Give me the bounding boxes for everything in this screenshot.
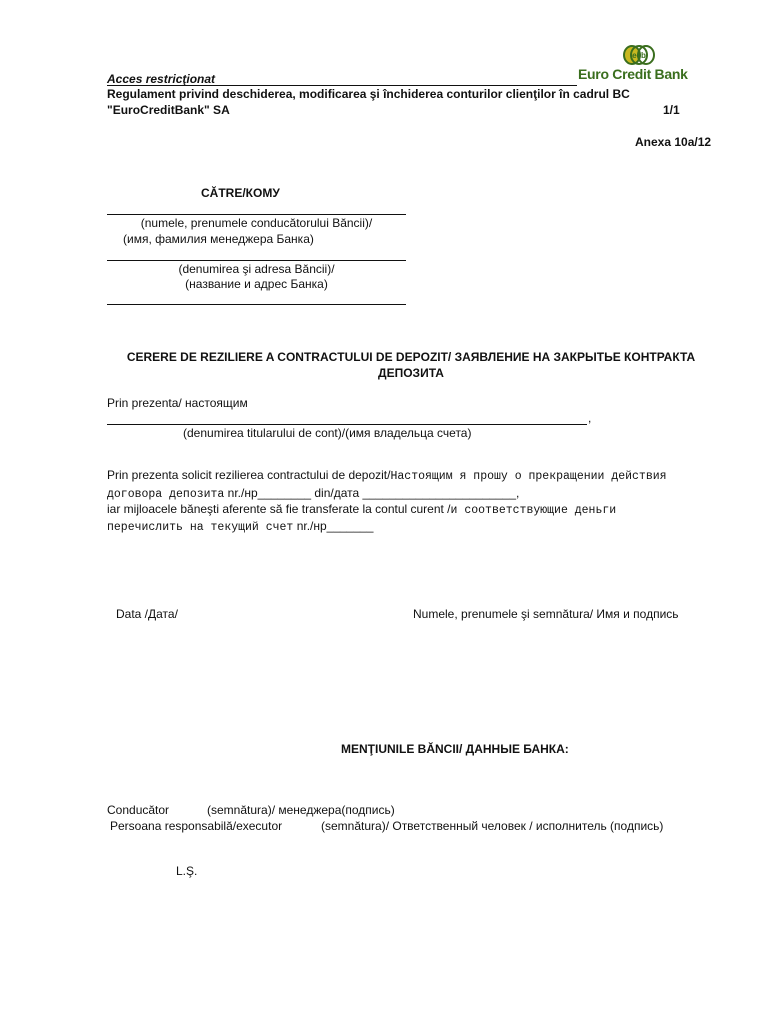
addressee-title: CĂTRE/КОМУ [201, 186, 280, 200]
account-holder-caption: (denumirea titularului de cont)/(имя владельца счета) [183, 426, 472, 440]
annex-number: Anexa 10a/12 [635, 135, 712, 149]
logo-rings-icon [622, 44, 656, 66]
comma-mark: , [588, 411, 592, 425]
body-line4 [107, 519, 373, 534]
body-line2-ru: договора депозита [107, 488, 225, 501]
manager-label: Conducător [107, 803, 170, 817]
svg-text:ecb: ecb [632, 51, 646, 60]
bank-name-line [107, 260, 406, 261]
request-title-line1: CERERE DE REZILIERE A CONTRACTULUI DE DEPOZIT/ ЗАЯВЛЕНИЕ НА ЗАКРЫТЬЕ КОНТРАКТА [126, 350, 696, 364]
body-line3-ro: iar mijloacele băneşti aferente să fie transferate la contul curent / [107, 502, 451, 516]
manager-name-line [107, 214, 406, 215]
stamp-place-label: L.Ş. [176, 864, 198, 878]
intro-text: Prin prezenta/ настоящим [107, 396, 248, 410]
name-signature-label: Numele, prenumele şi semnătura/ Имя и подпись [413, 607, 679, 621]
bank-caption-ru: (название и адрес Банка) [185, 277, 328, 291]
body-line1-ru: Настоящим я прошу о прекращении действия [390, 470, 667, 483]
manager-caption-ru: (имя, фамилия менеджера Банка) [123, 232, 314, 246]
body-line2-nr: nr./нр________ din/дата _______________________, [227, 486, 520, 500]
regulation-title-line1: Regulament privind deschiderea, modificarea şi închiderea conturilor clienţilor în cadrul BC [107, 87, 630, 101]
body-line1 [107, 468, 667, 483]
responsible-person-label: Persoana responsabilă/executor [110, 819, 283, 833]
regulation-title-line2: "EuroCreditBank" SA [107, 103, 230, 117]
manager-signature-label: (semnătura)/ менеджера(подпись) [207, 803, 395, 817]
responsible-signature-label: (semnătura)/ Ответственный человек / исполнитель (подпись) [321, 819, 664, 833]
body-line3-ru: и соответствующие деньги [450, 504, 617, 517]
body-line1-ro: Prin prezenta solicit rezilierea contractului de depozit/ [107, 468, 391, 482]
logo-text: Euro Credit Bank [578, 66, 688, 82]
bank-logo [578, 44, 698, 88]
body-line2 [107, 486, 519, 501]
bank-caption-ro: (denumirea şi adresa Băncii)/ [178, 262, 335, 276]
request-title-line2: ДЕПОЗИТА [378, 366, 444, 380]
header-rule [107, 85, 577, 86]
body-line4-ru: перечислить на текущий счет [107, 521, 294, 534]
bank-address-line [107, 304, 406, 305]
date-label: Data /Дата/ [116, 607, 178, 621]
access-restricted-label: Acces restricţionat [107, 72, 216, 86]
bank-notes-title: MENŢIUNILE BĂNCII/ ДАННЫЕ БАНКА: [341, 742, 569, 756]
account-holder-line [107, 424, 587, 425]
body-line3 [107, 502, 616, 517]
page-count: 1/1 [663, 103, 680, 117]
body-line4-nr: nr./нр_______ [296, 519, 374, 533]
manager-caption-ro: (numele, prenumele conducătorului Băncii)/ [140, 216, 373, 230]
